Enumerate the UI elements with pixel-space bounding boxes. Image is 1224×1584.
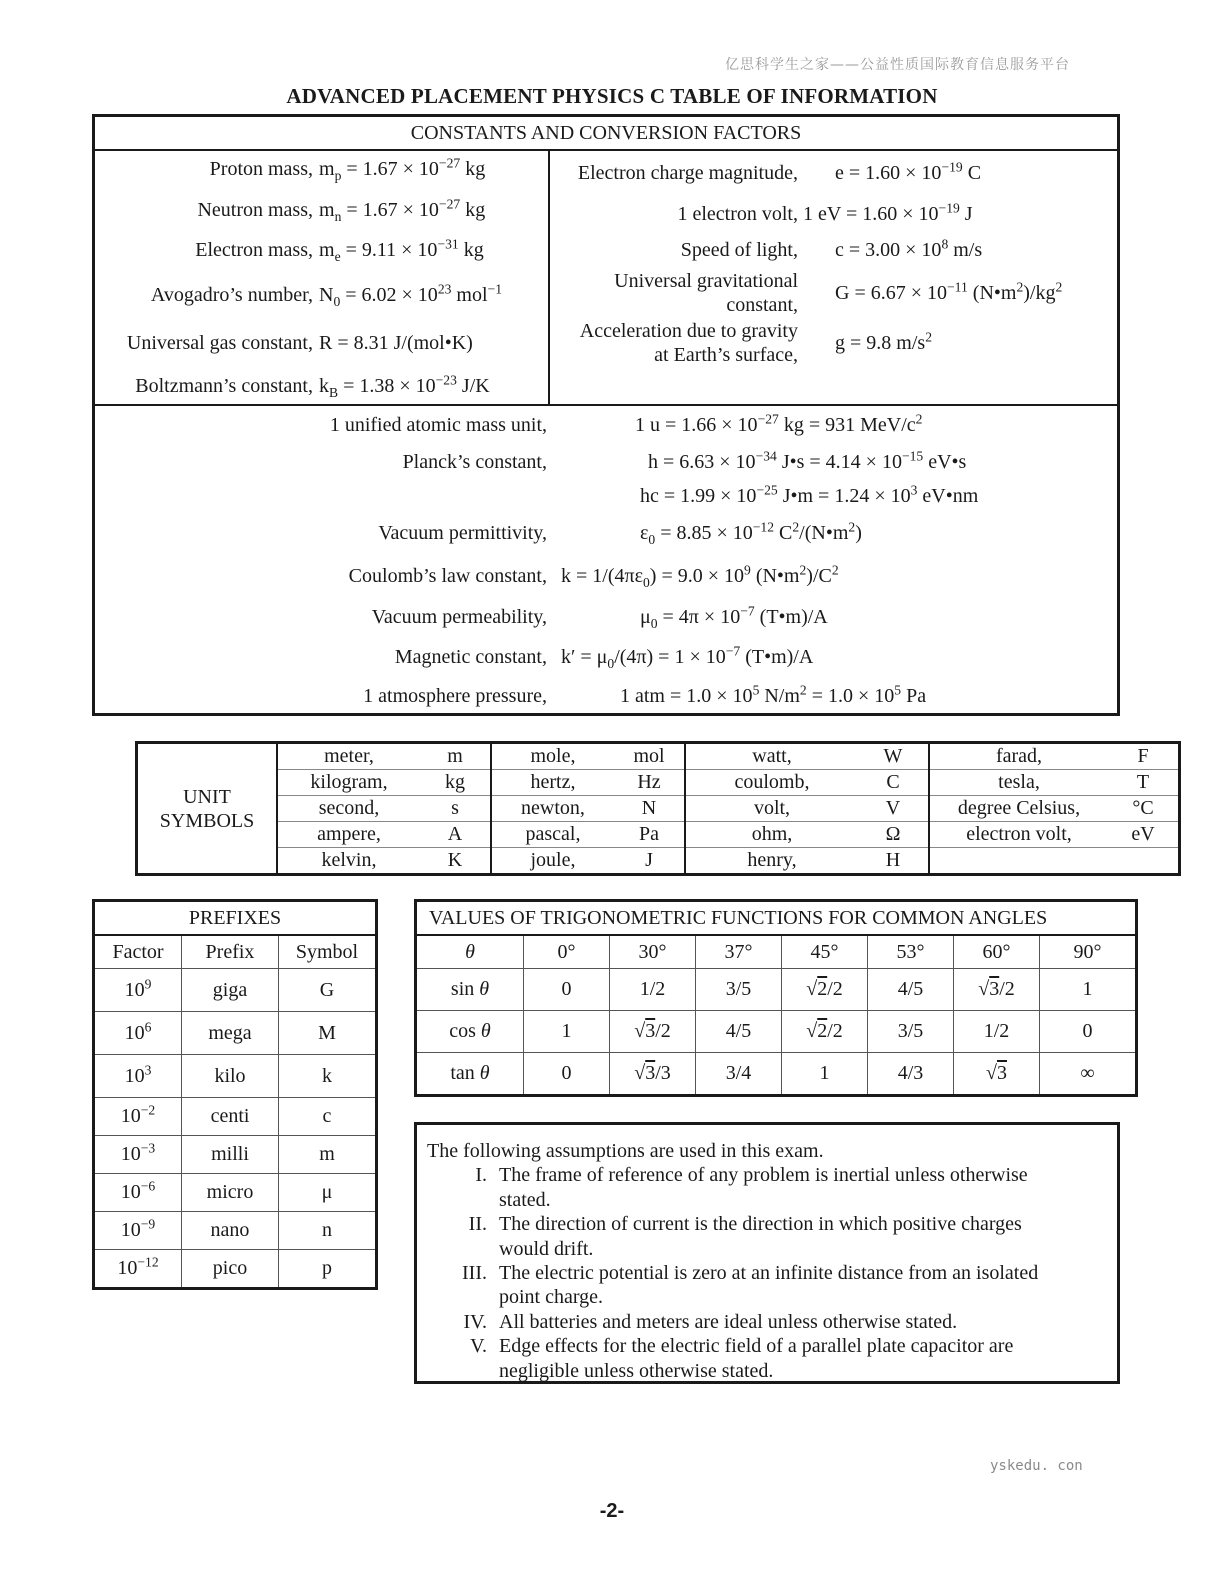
prefix-symbol: p: [279, 1250, 377, 1289]
prefix-factor: $10^3$: [94, 1055, 182, 1098]
unit-symbol: C: [858, 770, 929, 796]
constant-label: Acceleration due to gravity at Earth’s surface,: [579, 320, 798, 366]
constant-value: R = 8.31 J/(mol•K): [319, 332, 473, 354]
constant-value: 1 eV = $1.60 \times 10^{-19}$ J: [803, 200, 973, 225]
constant-label: Universal gas constant,: [126, 332, 313, 354]
trig-value: 4/3: [868, 1053, 954, 1096]
constant-value: $N_0 = 6.02 \times 10^{23}$ mol$^{-1}$: [319, 281, 502, 309]
constant-value: g = 9.8 $m/s^2$: [835, 329, 932, 354]
table-row: [416, 969, 1137, 1011]
unit-name: kilogram,: [277, 770, 420, 796]
trig-value: 1: [782, 1053, 868, 1096]
constants-table: [92, 114, 1120, 716]
table-row: [137, 770, 1180, 796]
table-row: [94, 1250, 377, 1289]
table-row: [137, 822, 1180, 848]
table-row: [94, 1012, 377, 1055]
trig-value: 3/5: [868, 1011, 954, 1053]
prefix-name: mega: [182, 1012, 279, 1055]
constant-label: 1 atmosphere pressure,: [363, 685, 547, 707]
table-row: [416, 1011, 1137, 1053]
unit-symbol: T: [1108, 770, 1180, 796]
unit-symbol: J: [614, 848, 685, 875]
prefix-name: kilo: [182, 1055, 279, 1098]
unit-name: volt,: [685, 796, 858, 822]
unit-title-line: SYMBOLS: [159, 809, 255, 832]
table-row: [137, 743, 1180, 770]
unit-symbol: K: [420, 848, 491, 875]
unit-name: tesla,: [929, 770, 1108, 796]
unit-name: coulomb,: [685, 770, 858, 796]
assumption-item: [427, 1334, 1107, 1383]
prefix-symbol: c: [279, 1098, 377, 1136]
unit-name: degree Celsius,: [929, 796, 1108, 822]
trig-table: [414, 899, 1138, 1097]
unit-name: meter,: [277, 743, 420, 770]
prefix-factor: $10^{-3}$: [94, 1136, 182, 1174]
prefixes-header: PREFIXES: [94, 901, 377, 936]
angle-header: 37°: [696, 935, 782, 969]
unit-symbol: Hz: [614, 770, 685, 796]
angle-header: 0°: [524, 935, 610, 969]
angle-header: 90°: [1040, 935, 1137, 969]
trig-value: 1/2: [954, 1011, 1040, 1053]
unit-name: henry,: [685, 848, 858, 875]
assumption-text: Edge effects for the electric field of a parallel plate capacitor are: [499, 1335, 1014, 1358]
prefix-name: giga: [182, 969, 279, 1012]
unit-title-line: UNIT: [183, 785, 231, 808]
unit-name: second,: [277, 796, 420, 822]
constants-header: CONSTANTS AND CONVERSION FACTORS: [95, 117, 1117, 151]
divider: [95, 404, 1117, 406]
unit-symbols-table: [135, 741, 1181, 876]
assumption-number: IV.: [463, 1310, 487, 1333]
assumption-text: negligible unless otherwise stated.: [499, 1359, 774, 1382]
unit-symbol: °C: [1108, 796, 1180, 822]
unit-symbol: mol: [614, 743, 685, 770]
assumption-item: [427, 1212, 1107, 1261]
unit-symbol: V: [858, 796, 929, 822]
trig-header: VALUES OF TRIGONOMETRIC FUNCTIONS FOR COMMON ANGLES: [416, 901, 1137, 936]
column-header: Symbol: [279, 935, 377, 969]
constant-label: Coulomb’s law constant,: [348, 565, 547, 587]
constant-value: hc = $1.99 \times 10^{-25}$ J•m = $1.24 \times 10^3$ eV•nm: [640, 482, 979, 507]
constant-label: Electron charge magnitude,: [577, 162, 798, 184]
prefix-symbol: G: [279, 969, 377, 1012]
prefix-factor: $10^9$: [94, 969, 182, 1012]
prefix-symbol: m: [279, 1136, 377, 1174]
assumption-number: I.: [475, 1164, 487, 1187]
assumption-text: would drift.: [499, 1237, 594, 1260]
prefix-symbol: M: [279, 1012, 377, 1055]
unit-name: hertz,: [491, 770, 614, 796]
unit-symbol: m: [420, 743, 491, 770]
unit-name: pascal,: [491, 822, 614, 848]
unit-name: ampere,: [277, 822, 420, 848]
prefixes-table: [92, 899, 378, 1290]
angle-header: 60°: [954, 935, 1040, 969]
divider: [548, 149, 550, 405]
unit-symbol: A: [420, 822, 491, 848]
unit-symbol: H: [858, 848, 929, 875]
unit-name: [929, 848, 1108, 875]
prefix-symbol: μ: [279, 1174, 377, 1212]
assumption-item: [427, 1261, 1107, 1310]
unit-symbol: Ω: [858, 822, 929, 848]
table-row: [94, 969, 377, 1012]
trig-value: √3/2: [954, 969, 1040, 1011]
constant-value: $k' = \mu_0/(4\pi) = 1 \times 10^{-7}$ (T•m)/A: [561, 643, 814, 671]
assumption-text: All batteries and meters are ideal unless otherwise stated.: [499, 1310, 958, 1333]
constant-label: Universal gravitational constant,: [614, 270, 798, 316]
constant-value: $c = 3.00 \times 10^8$ m/s: [835, 236, 983, 261]
table-row: [416, 1053, 1137, 1096]
trig-value: 1: [524, 1011, 610, 1053]
page-title: ADVANCED PLACEMENT PHYSICS C TABLE OF INFORMATION: [286, 84, 938, 108]
constant-label: 1 unified atomic mass unit,: [329, 414, 547, 436]
constant-value: $m_n = 1.67 \times 10^{-27}$ kg: [319, 196, 486, 224]
trig-value: √2/2: [782, 1011, 868, 1053]
watermark-text: 亿思科学生之家——公益性质国际教育信息服务平台: [725, 57, 1070, 73]
constant-value: 1 $u = 1.66 \times 10^{-27}$ kg = 931 MeV/$c^2$: [635, 411, 923, 436]
unit-symbol: W: [858, 743, 929, 770]
unit-symbol: N: [614, 796, 685, 822]
trig-value: 3/5: [696, 969, 782, 1011]
prefix-name: micro: [182, 1174, 279, 1212]
trig-value: √3: [954, 1053, 1040, 1096]
table-row: [94, 1098, 377, 1136]
constant-label: Magnetic constant,: [394, 646, 547, 668]
constant-label: 1 electron volt,: [677, 203, 798, 225]
prefix-symbol: k: [279, 1055, 377, 1098]
constant-value: $\varepsilon_0 = 8.85 \times 10^{-12}$ $C^2/(N•m^2)$: [640, 519, 862, 547]
constant-value: $h = 6.63 \times 10^{-34}$ J•s = $4.14 \times 10^{-15}$ eV•s: [648, 448, 967, 473]
constant-value: $m_p = 1.67 \times 10^{-27}$ kg: [319, 155, 486, 183]
constant-value: 1 atm = $1.0 \times 10^5$ $N/m^2 = 1.0 \times 10^5$ Pa: [620, 682, 927, 707]
assumptions-intro: The following assumptions are used in this exam.: [427, 1140, 824, 1162]
constant-value: $G = 6.67 \times 10^{-11}$ $(N•m^2)/kg^2$: [835, 279, 1063, 304]
assumption-text: stated.: [499, 1188, 551, 1211]
unit-name: kelvin,: [277, 848, 420, 875]
constant-value: $m_e = 9.11 \times 10^{-31}$ kg: [319, 236, 484, 264]
assumption-item: [427, 1310, 1107, 1334]
trig-value: √3/3: [610, 1053, 696, 1096]
table-row: [94, 1055, 377, 1098]
prefix-name: milli: [182, 1136, 279, 1174]
constant-value: $e = 1.60 \times 10^{-19}$ C: [835, 159, 982, 184]
trig-value: 4/5: [868, 969, 954, 1011]
trig-value: √2/2: [782, 969, 868, 1011]
prefix-factor: $10^6$: [94, 1012, 182, 1055]
constant-label: Avogadro’s number,: [150, 284, 313, 306]
assumption-number: II.: [468, 1213, 487, 1236]
constant-value: $k_B = 1.38 \times 10^{-23}$ J/K: [319, 372, 490, 400]
assumption-text: point charge.: [499, 1286, 604, 1309]
prefix-factor: $10^{-12}$: [94, 1250, 182, 1289]
constant-label: Electron mass,: [195, 239, 313, 261]
table-row: [94, 1212, 377, 1250]
unit-name: joule,: [491, 848, 614, 875]
constant-value: $k = 1/(4\pi\varepsilon_0) = 9.0 \times 10^9$ $(N•m^2)/C^2$: [561, 562, 839, 590]
trig-value: 3/4: [696, 1053, 782, 1096]
angle-header: θ: [416, 935, 524, 969]
unit-symbol: kg: [420, 770, 491, 796]
unit-symbol: Pa: [614, 822, 685, 848]
constant-label: Planck’s constant,: [402, 451, 547, 473]
angle-header: 45°: [782, 935, 868, 969]
assumption-item: [427, 1163, 1107, 1212]
unit-name: ohm,: [685, 822, 858, 848]
unit-symbol: [1108, 848, 1180, 875]
trig-function: tan θ: [416, 1053, 524, 1096]
trig-value: 1/2: [610, 969, 696, 1011]
constant-label: Neutron mass,: [197, 199, 313, 221]
prefix-factor: $10^{-9}$: [94, 1212, 182, 1250]
footer-url: yskedu. con: [990, 1458, 1083, 1474]
assumption-text: The electric potential is zero at an infinite distance from an isolated: [499, 1262, 1039, 1285]
prefix-factor: $10^{-2}$: [94, 1098, 182, 1136]
angle-header: 53°: [868, 935, 954, 969]
trig-value: 0: [524, 969, 610, 1011]
table-row: [94, 1136, 377, 1174]
prefix-symbol: n: [279, 1212, 377, 1250]
unit-name: farad,: [929, 743, 1108, 770]
constant-label: Vacuum permeability,: [371, 606, 547, 628]
unit-symbol: s: [420, 796, 491, 822]
assumption-text: The frame of reference of any problem is inertial unless otherwise: [499, 1164, 1028, 1187]
unit-name: watt,: [685, 743, 858, 770]
trig-value: 4/5: [696, 1011, 782, 1053]
unit-name: electron volt,: [929, 822, 1108, 848]
trig-value: ∞: [1040, 1053, 1137, 1096]
trig-function: sin θ: [416, 969, 524, 1011]
constant-value: $\mu_0 = 4\pi \times 10^{-7}$ (T•m)/A: [640, 603, 828, 631]
constant-label: Boltzmann’s constant,: [135, 375, 313, 397]
trig-function: cos θ: [416, 1011, 524, 1053]
unit-name: mole,: [491, 743, 614, 770]
prefix-factor: $10^{-6}$: [94, 1174, 182, 1212]
unit-name: newton,: [491, 796, 614, 822]
table-row: [137, 848, 1180, 875]
trig-value: 1: [1040, 969, 1137, 1011]
constant-label: Speed of light,: [680, 239, 798, 261]
trig-value: √3/2: [610, 1011, 696, 1053]
unit-symbol: F: [1108, 743, 1180, 770]
unit-symbols-title: [137, 743, 278, 875]
assumption-text: The direction of current is the direction in which positive charges: [499, 1213, 1022, 1236]
column-header: Prefix: [182, 935, 279, 969]
table-row: [94, 1174, 377, 1212]
trig-value: 0: [1040, 1011, 1137, 1053]
prefix-name: nano: [182, 1212, 279, 1250]
page-number: -2-: [599, 1500, 625, 1522]
trig-value: 0: [524, 1053, 610, 1096]
unit-symbol: eV: [1108, 822, 1180, 848]
assumption-number: III.: [462, 1262, 487, 1285]
angle-header: 30°: [610, 935, 696, 969]
column-header: Factor: [94, 935, 182, 969]
assumptions-box: [414, 1122, 1120, 1384]
assumption-number: V.: [470, 1335, 487, 1358]
table-row: [137, 796, 1180, 822]
prefix-name: pico: [182, 1250, 279, 1289]
prefix-name: centi: [182, 1098, 279, 1136]
constant-label: Proton mass,: [209, 158, 313, 180]
constant-label: Vacuum permittivity,: [378, 522, 547, 544]
